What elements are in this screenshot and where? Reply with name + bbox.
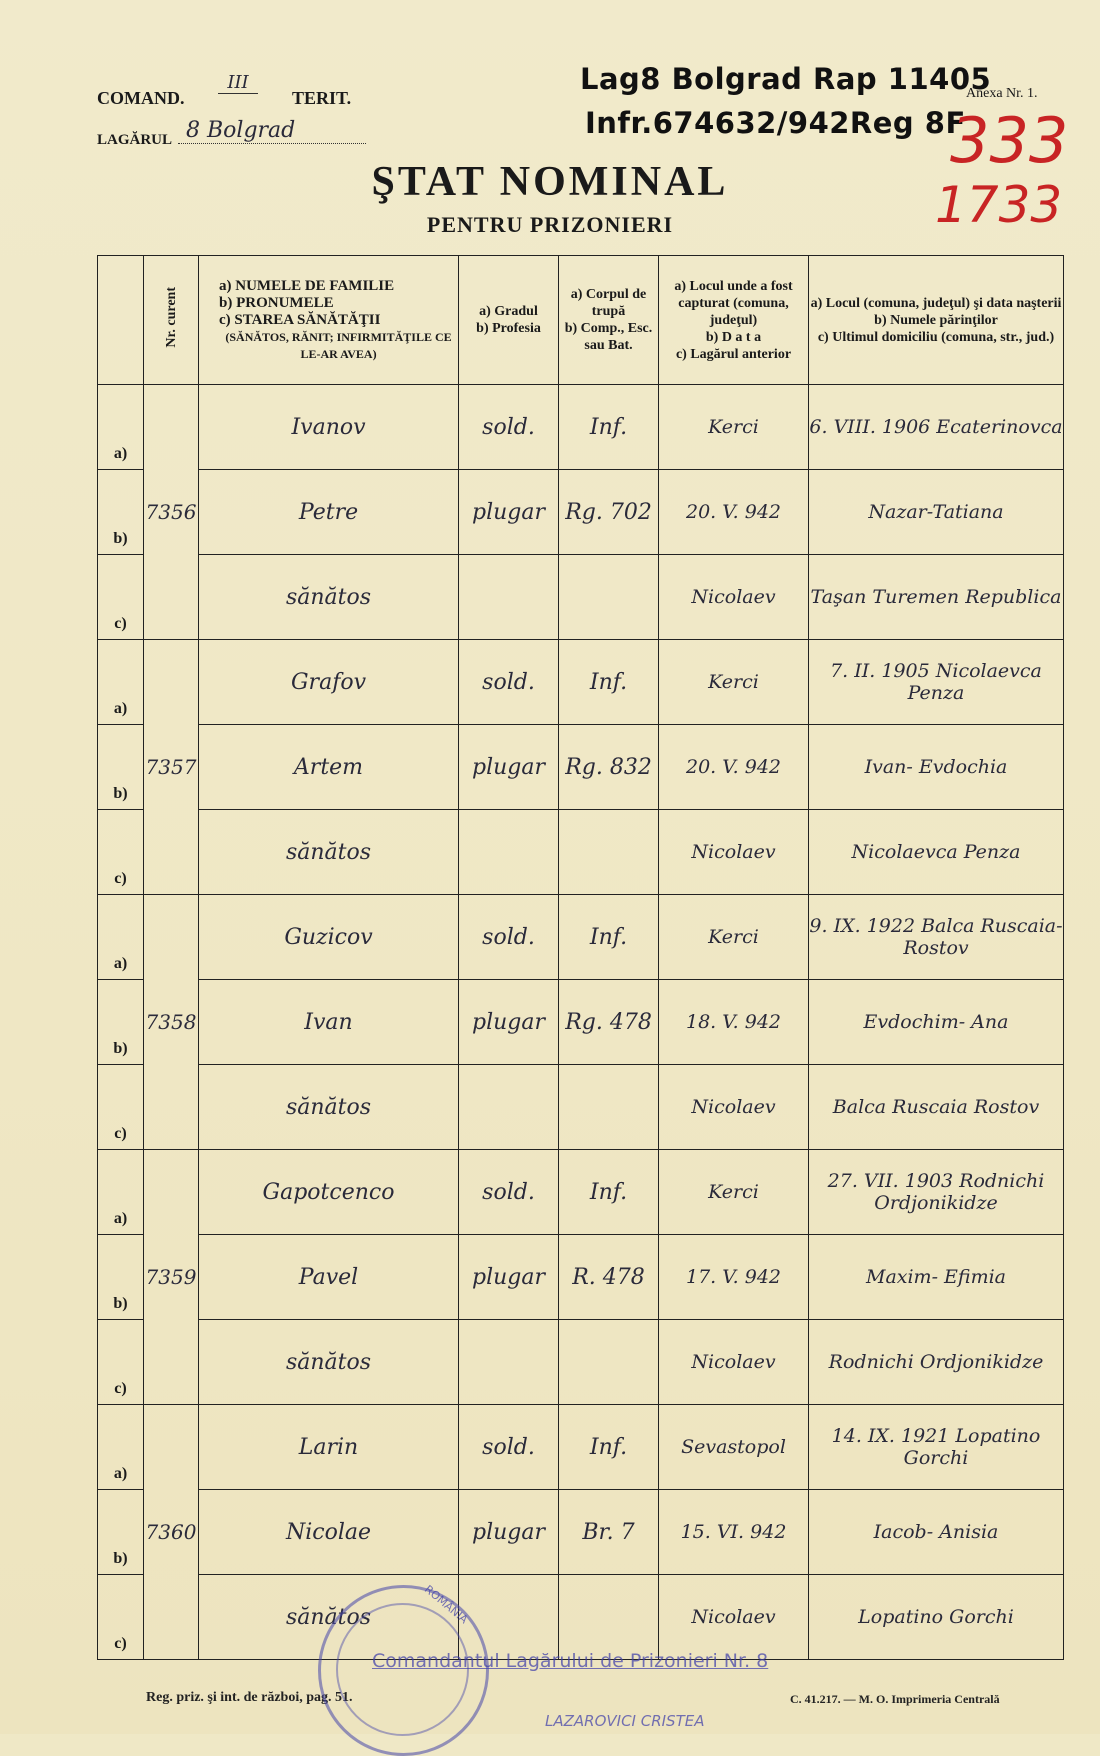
cell-name: Petre xyxy=(199,470,459,555)
cell-name: Pavel xyxy=(199,1235,459,1320)
row-label: b) xyxy=(98,725,144,810)
cell-name: Grafov xyxy=(199,640,459,725)
table-row xyxy=(98,725,1064,810)
cell-grad: sold. xyxy=(459,1150,559,1235)
cell-loc: 20. V. 942 xyxy=(659,725,809,810)
cell-nasterea: Maxim- Efimia xyxy=(809,1235,1064,1320)
cell-name: Ivan xyxy=(199,980,459,1065)
cell-loc: Kerci xyxy=(659,385,809,470)
row-label: a) xyxy=(98,1405,144,1490)
cell-nasterea: Evdochim- Ana xyxy=(809,980,1064,1065)
cell-nasterea: Nazar-Tatiana xyxy=(809,470,1064,555)
prisoner-nr-curent: 7360 xyxy=(144,1405,199,1660)
table-row xyxy=(98,895,1064,980)
cell-nasterea: Lopatino Gorchi xyxy=(809,1575,1064,1660)
cell-name: Larin xyxy=(199,1405,459,1490)
header-grad-profesia: a) Gradul b) Profesia xyxy=(459,256,559,385)
cell-nasterea: Ivan- Evdochia xyxy=(809,725,1064,810)
cell-grad: sold. xyxy=(459,895,559,980)
cell-loc: Nicolaev xyxy=(659,555,809,640)
cell-name: Guzicov xyxy=(199,895,459,980)
cell-loc: Sevastopol xyxy=(659,1405,809,1490)
cell-grad xyxy=(459,810,559,895)
cell-loc: Kerci xyxy=(659,895,809,980)
cell-nasterea: Rodnichi Ordjonikidze xyxy=(809,1320,1064,1405)
cell-nasterea: 6. VIII. 1906 Ecaterinovca xyxy=(809,385,1064,470)
lagarul-value: 8 Bolgrad xyxy=(178,118,366,144)
cell-nasterea: 7. II. 1905 Nicolaevca Penza xyxy=(809,640,1064,725)
cell-loc: Kerci xyxy=(659,1150,809,1235)
row-label: a) xyxy=(98,1150,144,1235)
cell-grad: plugar xyxy=(459,725,559,810)
row-label: a) xyxy=(98,640,144,725)
table-row xyxy=(98,1235,1064,1320)
cell-corp: Rg. 478 xyxy=(559,980,659,1065)
table-row xyxy=(98,1405,1064,1490)
cell-corp: Inf. xyxy=(559,640,659,725)
row-label: b) xyxy=(98,1235,144,1320)
cell-name: Ivanov xyxy=(199,385,459,470)
cell-nasterea: Iacob- Anisia xyxy=(809,1490,1064,1575)
cell-loc: 18. V. 942 xyxy=(659,980,809,1065)
cell-grad: sold. xyxy=(459,385,559,470)
cell-grad xyxy=(459,555,559,640)
stamp-commander-text: Comandantul Lagărului de Prizonieri Nr. 8 xyxy=(372,1650,769,1672)
prisoner-table xyxy=(97,255,1064,1660)
page-title: ŞTAT NOMINAL xyxy=(371,159,729,205)
cell-corp: Inf. xyxy=(559,1150,659,1235)
cell-nasterea: Nicolaevca Penza xyxy=(809,810,1064,895)
cell-grad: plugar xyxy=(459,1490,559,1575)
terit-label: TERIT. xyxy=(292,88,352,108)
cell-grad: plugar xyxy=(459,1235,559,1320)
row-label: a) xyxy=(98,895,144,980)
header-names: a) NUMELE DE FAMILIE b) PRONUMELE c) STAREA SĂNĂTĂŢII (SĂNĂTOS, RĂNIT; INFIRMITĂŢILE CE LE-AR AVEA) xyxy=(199,256,459,385)
cell-grad xyxy=(459,1320,559,1405)
cell-corp xyxy=(559,555,659,640)
cell-loc: Nicolaev xyxy=(659,1320,809,1405)
prisoner-nr-curent: 7359 xyxy=(144,1150,199,1405)
footer-right: C. 41.217. — M. O. Imprimeria Centrală xyxy=(790,1692,1000,1706)
table-header-row xyxy=(98,256,1064,385)
cell-corp: R. 478 xyxy=(559,1235,659,1320)
prisoner-nr-curent: 7356 xyxy=(144,385,199,640)
cell-grad: plugar xyxy=(459,980,559,1065)
cell-corp: Inf. xyxy=(559,1405,659,1490)
header-nasterea: a) Locul (comuna, judeţul) şi data naşterii b) Numele părinţilor c) Ultimul domiciliu (comuna, str., jud.) xyxy=(809,256,1064,385)
row-label: b) xyxy=(98,980,144,1065)
cell-loc: 17. V. 942 xyxy=(659,1235,809,1320)
cell-corp xyxy=(559,1065,659,1150)
table-row xyxy=(98,470,1064,555)
header-loc-capturat: a) Locul unde a fost capturat (comuna, judeţul) b) D a t a c) Lagărul anterior xyxy=(659,256,809,385)
cell-loc: 15. VI. 942 xyxy=(659,1490,809,1575)
row-label: c) xyxy=(98,555,144,640)
cell-name: Artem xyxy=(199,725,459,810)
cell-nasterea: Balca Ruscaia Rostov xyxy=(809,1065,1064,1150)
footer-left: Reg. priz. şi int. de război, pag. 51. xyxy=(146,1690,353,1705)
cell-corp: Rg. 702 xyxy=(559,470,659,555)
registry-stamp-line2: Infr.674632/942Reg 8F xyxy=(585,106,966,140)
stamp-ring-text: ROMÂNIA xyxy=(421,1582,471,1627)
cell-corp: Br. 7 xyxy=(559,1490,659,1575)
cell-corp: Rg. 832 xyxy=(559,725,659,810)
table-row xyxy=(98,1065,1064,1150)
cell-loc: Nicolaev xyxy=(659,1065,809,1150)
cell-name: sănătos xyxy=(199,1320,459,1405)
header-nr-curent: Nr. curent xyxy=(144,256,199,385)
cell-nasterea: Taşan Turemen Republica xyxy=(809,555,1064,640)
row-label: a) xyxy=(98,385,144,470)
header-row-label-col xyxy=(98,256,144,385)
cell-grad xyxy=(459,1065,559,1150)
row-label: c) xyxy=(98,810,144,895)
cell-corp xyxy=(559,810,659,895)
cell-nasterea: 14. IX. 1921 Lopatino Gorchi xyxy=(809,1405,1064,1490)
row-label: c) xyxy=(98,1575,144,1660)
cell-name: sănătos xyxy=(199,555,459,640)
cell-loc: Nicolaev xyxy=(659,1575,809,1660)
header-corp: a) Corpul de trupă b) Comp., Esc. sau Bat. xyxy=(559,256,659,385)
anexa-label: Anexa Nr. 1. xyxy=(966,86,1038,101)
cell-grad: sold. xyxy=(459,640,559,725)
table-row xyxy=(98,810,1064,895)
cell-grad: sold. xyxy=(459,1405,559,1490)
comand-label: COMAND. xyxy=(97,88,185,108)
cell-corp: Inf. xyxy=(559,385,659,470)
cell-nasterea: 27. VII. 1903 Rodnichi Ordjonikidze xyxy=(809,1150,1064,1235)
row-label: b) xyxy=(98,1490,144,1575)
table-row xyxy=(98,1320,1064,1405)
prisoner-nr-curent: 7357 xyxy=(144,640,199,895)
cell-name: sănătos xyxy=(199,1575,459,1660)
table-row xyxy=(98,385,1064,470)
cell-loc: 20. V. 942 xyxy=(659,470,809,555)
cell-name: sănătos xyxy=(199,810,459,895)
handwritten-number-333: 333 xyxy=(950,104,1069,177)
signature-name: LAZAROVICI CRISTEA xyxy=(545,1712,705,1730)
registry-stamp-line1: Lag8 Bolgrad Rap 11405 xyxy=(580,62,992,96)
prisoner-nr-curent: 7358 xyxy=(144,895,199,1150)
table-row xyxy=(98,555,1064,640)
cell-grad: plugar xyxy=(459,470,559,555)
cell-name: Gapotcenco xyxy=(199,1150,459,1235)
lagarul-label: LAGĂRUL xyxy=(97,132,173,148)
cell-corp: Inf. xyxy=(559,895,659,980)
row-label: c) xyxy=(98,1065,144,1150)
table-row xyxy=(98,1575,1064,1660)
page-subtitle: PENTRU PRIZONIERI xyxy=(426,212,674,237)
row-label: b) xyxy=(98,470,144,555)
prisoner-table-body xyxy=(98,385,1064,1660)
row-label: c) xyxy=(98,1320,144,1405)
cell-name: Nicolae xyxy=(199,1490,459,1575)
cell-corp xyxy=(559,1320,659,1405)
table-row xyxy=(98,640,1064,725)
table-row xyxy=(98,980,1064,1065)
cell-loc: Kerci xyxy=(659,640,809,725)
cell-nasterea: 9. IX. 1922 Balca Ruscaia- Rostov xyxy=(809,895,1064,980)
table-row xyxy=(98,1490,1064,1575)
cell-loc: Nicolaev xyxy=(659,810,809,895)
cell-corp xyxy=(559,1575,659,1660)
comand-value: III xyxy=(218,72,258,94)
handwritten-number-1733: 1733 xyxy=(935,176,1063,234)
table-row xyxy=(98,1150,1064,1235)
cell-name: sănătos xyxy=(199,1065,459,1150)
